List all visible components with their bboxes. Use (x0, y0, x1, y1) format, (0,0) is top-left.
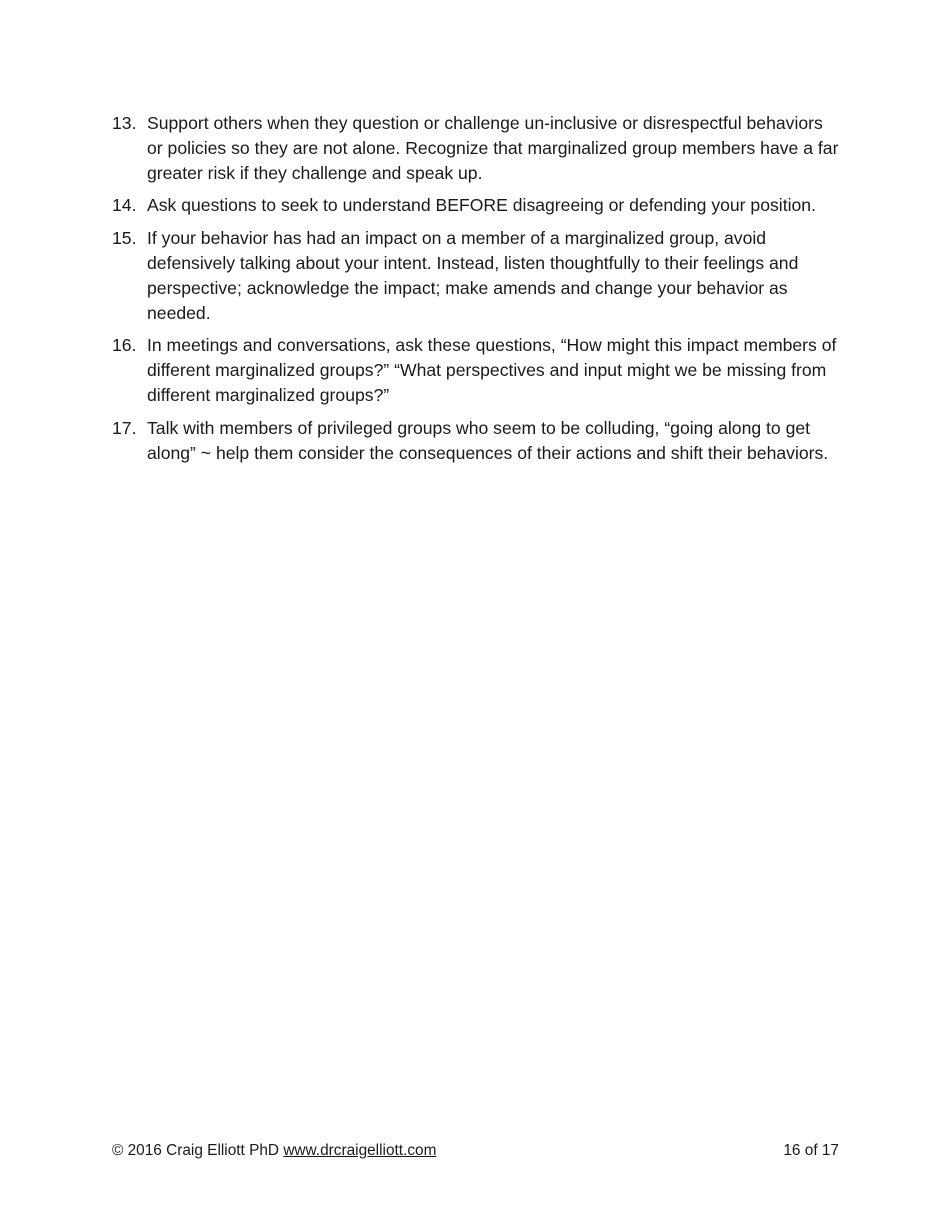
page-number: 16 of 17 (783, 1142, 839, 1159)
list-item-number: 14. (112, 195, 137, 216)
list-item-text: In meetings and conversations, ask these questions, “How might this impact members of different marginalized groups?” “What perspectives and input might we be missing from different marginalized groups?” (147, 335, 837, 405)
list-item-text: Ask questions to seek to understand BEFORE disagreeing or defending your position. (147, 195, 816, 216)
list-item-text: Talk with members of privileged groups who seem to be colluding, “going along to get along” ~ help them consider the consequences of their actions and shift their behaviors. (147, 417, 829, 463)
list-item (112, 333, 842, 407)
website-link[interactable]: www.drcraigelliott.com (283, 1142, 437, 1159)
footer-credit (112, 1140, 436, 1162)
copyright-text: © 2016 Craig Elliott PhD (112, 1142, 284, 1159)
page-footer (112, 1140, 839, 1162)
list-item (112, 193, 842, 218)
list-item (112, 111, 842, 185)
guidelines-list (112, 111, 842, 473)
list-item-number: 13. (112, 113, 137, 133)
list-item-number: 17. (112, 417, 137, 438)
list-item-text: Support others when they question or challenge un-inclusive or disrespectful behaviors or policies so they are not alone. Recognize that marginalized group members have a far greater risk if they challenge and speak up. (147, 113, 839, 183)
list-item-number: 16. (112, 335, 137, 356)
list-item-text: If your behavior has had an impact on a member of a marginalized group, avoid defensively talking about your intent. Instead, listen thoughtfully to their feelings and perspective; acknowledge the impact; make amends and change your behavior as needed. (147, 228, 799, 323)
list-item (112, 226, 842, 325)
list-item (112, 416, 842, 466)
list-item-number: 15. (112, 228, 137, 249)
